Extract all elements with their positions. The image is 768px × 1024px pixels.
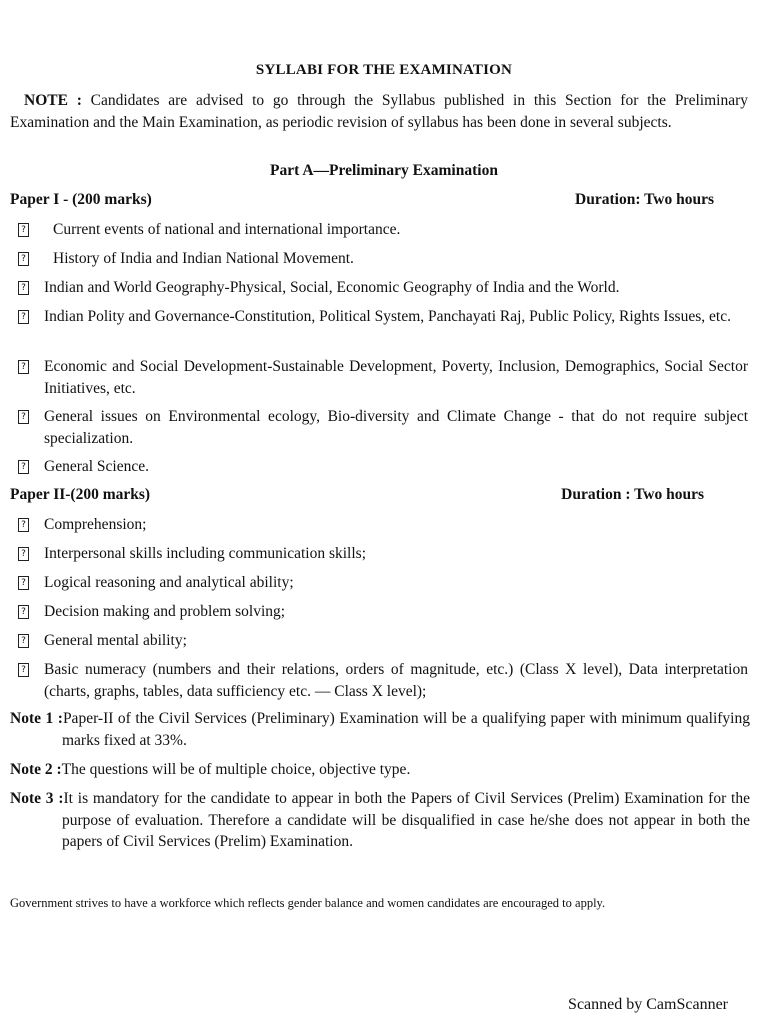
list-item: ? General mental ability;: [18, 630, 748, 652]
bullet-icon: ?: [18, 547, 29, 561]
bullet-icon: ?: [18, 663, 29, 677]
list-item: ? History of India and Indian National Movement.: [18, 248, 748, 270]
list-item: ? Basic numeracy (numbers and their relations, orders of magnitude, etc.) (Class X level), Data interpretation (charts, graphs, tables, data sufficiency etc. — Class X level);: [18, 659, 748, 702]
list-item: ? General issues on Environmental ecology, Bio-diversity and Climate Change - that do not require subject specialization.: [18, 406, 748, 449]
bullet-icon: ?: [18, 281, 29, 295]
footer-statement: Government strives to have a workforce which reflects gender balance and women candidates are encouraged to apply.: [10, 896, 606, 910]
note-intro: [10, 90, 748, 133]
note-2-label: Note 2 :: [10, 761, 62, 778]
page-title: SYLLABI FOR THE EXAMINATION: [255, 62, 513, 78]
list-item: ? Current events of national and international importance.: [18, 219, 748, 241]
note-3-label: Note 3 :: [10, 790, 64, 807]
paper1-heading: Paper I - (200 marks): [10, 191, 152, 208]
part-heading: Part A—Preliminary Examination: [270, 162, 498, 179]
note-intro-text: Candidates are advised to go through the Syllabus published in this Section for the Preliminary Examination and the Main Examination, as periodic revision of syllabus has been done in several subjects.: [10, 92, 748, 131]
note-intro-label: NOTE :: [24, 92, 82, 109]
note-1-text: Paper-II of the Civil Services (Preliminary) Examination will be a qualifying paper with minimum qualifying marks fixed at 33%.: [62, 710, 750, 749]
bullet-icon: ?: [18, 518, 29, 532]
note-2-text: The questions will be of multiple choice, objective type.: [61, 761, 411, 778]
list-item: ? Decision making and problem solving;: [18, 601, 748, 623]
bullet-icon: ?: [18, 605, 29, 619]
list-item: ? General Science.: [18, 456, 748, 478]
note-3: [10, 788, 750, 853]
bullet-icon: ?: [18, 223, 29, 237]
paper1-duration: Duration: Two hours: [575, 191, 714, 208]
paper2-heading: Paper II-(200 marks): [10, 486, 151, 503]
bullet-icon: ?: [18, 360, 29, 374]
bullet-icon: ?: [18, 460, 29, 474]
paper2-heading-row: [10, 486, 748, 504]
note-2: [10, 759, 750, 781]
note-3-text: It is mandatory for the candidate to appear in both the Papers of Civil Services (Prelim) Examination for the purpose of evaluation. Therefore a candidate will be disqualified in case he/she does not appear in both the papers of Civil Services (Prelim) Examination.: [62, 790, 750, 850]
paper2-duration: Duration : Two hours: [561, 486, 704, 503]
note-1-label: Note 1 :: [10, 710, 63, 727]
bullet-icon: ?: [18, 252, 29, 266]
bullet-icon: ?: [18, 410, 29, 424]
bullet-icon: ?: [18, 634, 29, 648]
list-item: ? Comprehension;: [18, 514, 748, 536]
note-1: [10, 708, 750, 751]
bullet-icon: ?: [18, 310, 29, 324]
bullet-icon: ?: [18, 576, 29, 590]
list-item: ? Logical reasoning and analytical ability;: [18, 572, 748, 594]
list-item: ? Indian Polity and Governance-Constitution, Political System, Panchayati Raj, Public Policy, Rights Issues, etc.: [18, 306, 748, 328]
scanner-watermark: Scanned by CamScanner: [568, 996, 728, 1013]
list-item: ? Economic and Social Development-Sustainable Development, Poverty, Inclusion, Demographics, Social Sector Initiatives, etc.: [18, 356, 748, 399]
list-item: ? Interpersonal skills including communication skills;: [18, 543, 748, 565]
list-item: ? Indian and World Geography-Physical, Social, Economic Geography of India and the World.: [18, 277, 748, 299]
paper1-heading-row: [10, 191, 748, 209]
